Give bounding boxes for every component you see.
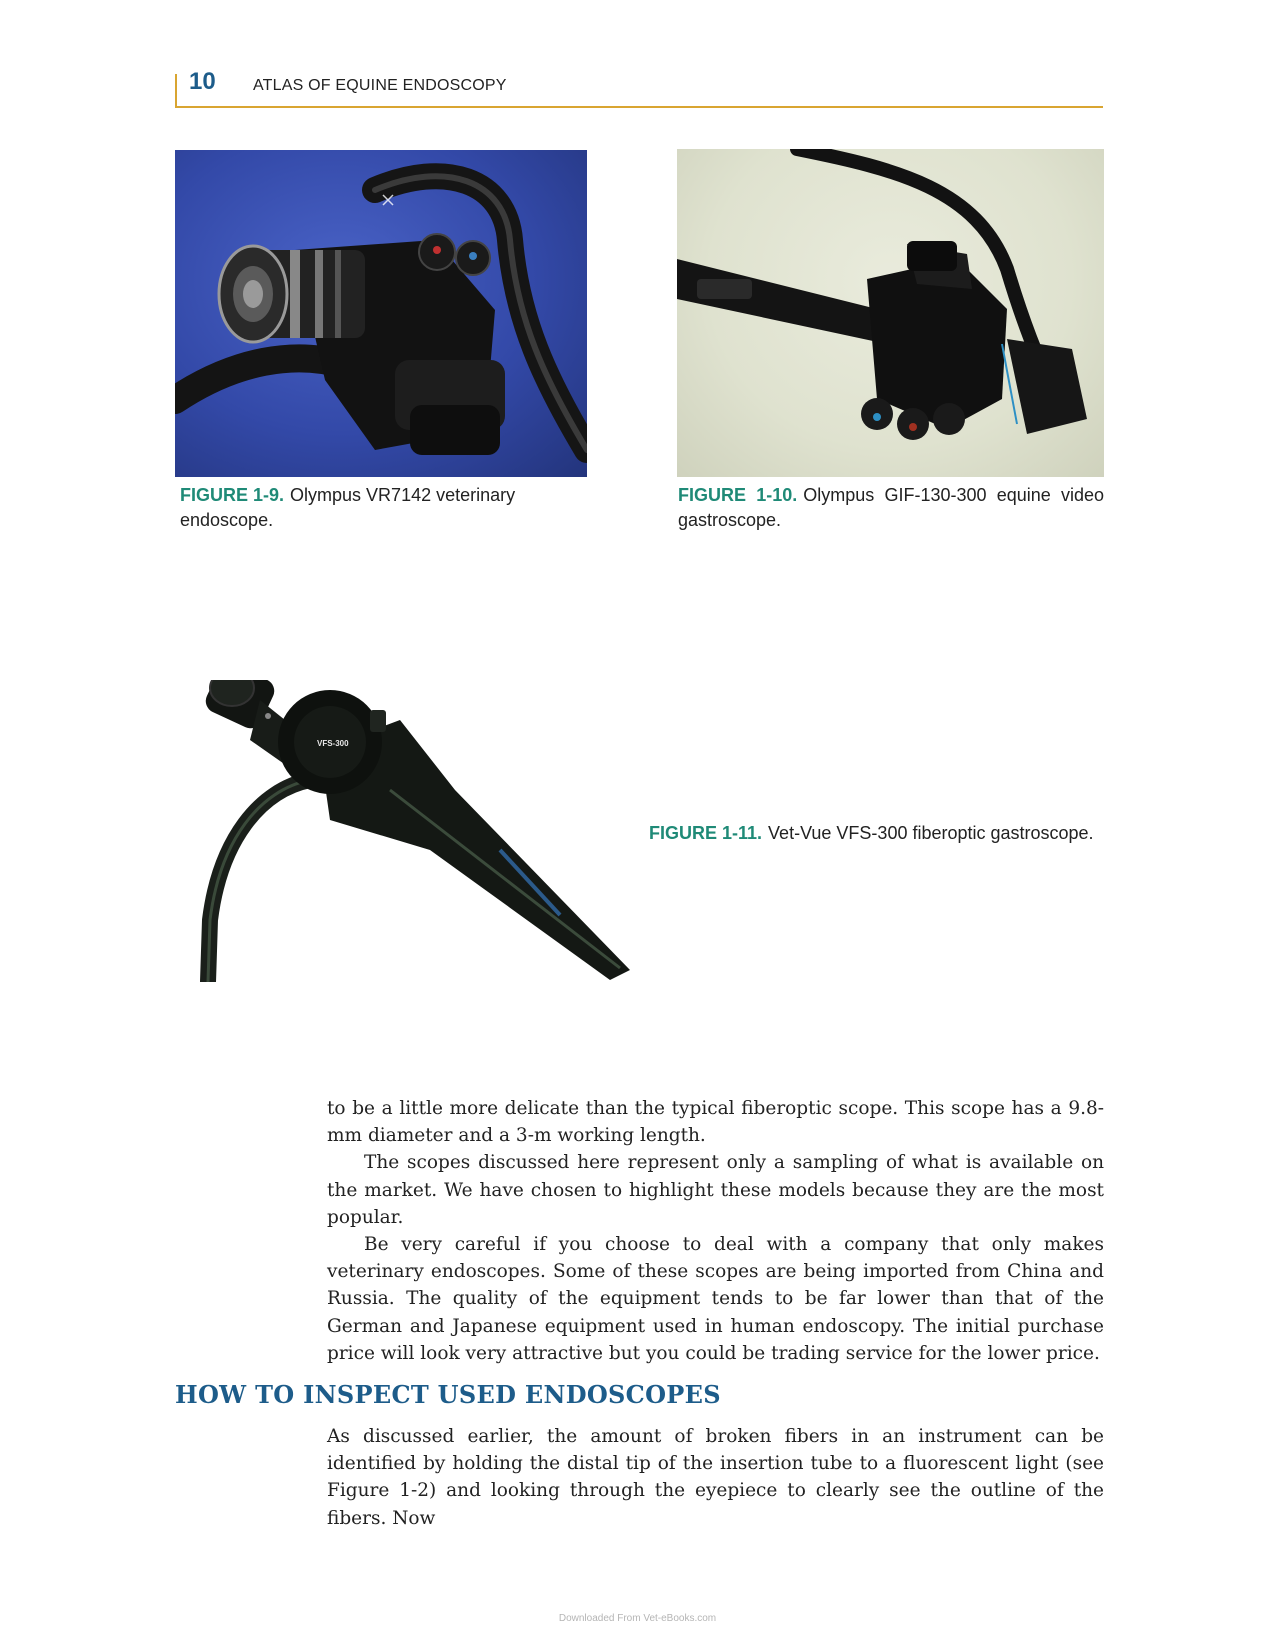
- page-number: 10: [189, 68, 216, 95]
- caption-text: Vet-Vue VFS-300 fiberoptic gastroscope.: [768, 823, 1094, 843]
- header-rule-mark: [175, 74, 177, 106]
- figure-1-9-photo: [175, 150, 587, 477]
- caption-text: Olympus VR7142 veterinary endoscope.: [180, 485, 516, 530]
- model-engraving: VFS-300: [317, 739, 349, 748]
- body-text-top: [327, 1095, 1104, 1367]
- gastroscope-illustration: [677, 149, 1104, 477]
- running-header: [175, 66, 1103, 108]
- section-heading: HOW TO INSPECT USED ENDOSCOPES: [175, 1380, 721, 1409]
- figure-1-10-caption: [678, 483, 1104, 533]
- figure-label: FIGURE 1-10.: [678, 485, 798, 505]
- figure-label: FIGURE 1-11.: [649, 823, 763, 843]
- endoscope-illustration: [175, 150, 587, 477]
- paragraph: The scopes discussed here represent only a sampling of what is available on the market. We have chosen to highlight these models because they are the most popular.: [327, 1152, 1104, 1228]
- fiberoptic-scope-illustration: [200, 680, 630, 982]
- caption-text: Olympus GIF-130-300 equine video gastroscope.: [678, 485, 1104, 530]
- figure-1-9-caption: [180, 483, 600, 533]
- figure-label: FIGURE 1-9.: [180, 485, 285, 505]
- figure-1-11-photo: [200, 680, 630, 982]
- running-title: ATLAS OF EQUINE ENDOSCOPY: [253, 77, 507, 94]
- figure-1-10-photo: [677, 149, 1104, 477]
- paragraph: to be a little more delicate than the typical fiberoptic scope. This scope has a 9.8-mm diameter and a 3-m working length.: [327, 1098, 1104, 1147]
- paragraph: As discussed earlier, the amount of broken fibers in an instrument can be identified by holding the distal tip of the insertion tube to a fluorescent light (see Figure 1-2) and looking through the eyepiece to clearly see the outline of the fibers. Now: [327, 1426, 1104, 1529]
- paragraph: Be very careful if you choose to deal with a company that only makes veterinary endoscopes. Some of these scopes are being imported from China and Russia. The quality of the equipment tends to be far lower than that of the German and Japanese equipment used in human endoscopy. The initial purchase price will look very attractive but you could be trading service for the lower price.: [327, 1234, 1104, 1364]
- body-text-section: [327, 1423, 1104, 1532]
- download-footer: Downloaded From Vet-eBooks.com: [558, 1613, 717, 1624]
- figure-1-11-caption: [649, 821, 1109, 846]
